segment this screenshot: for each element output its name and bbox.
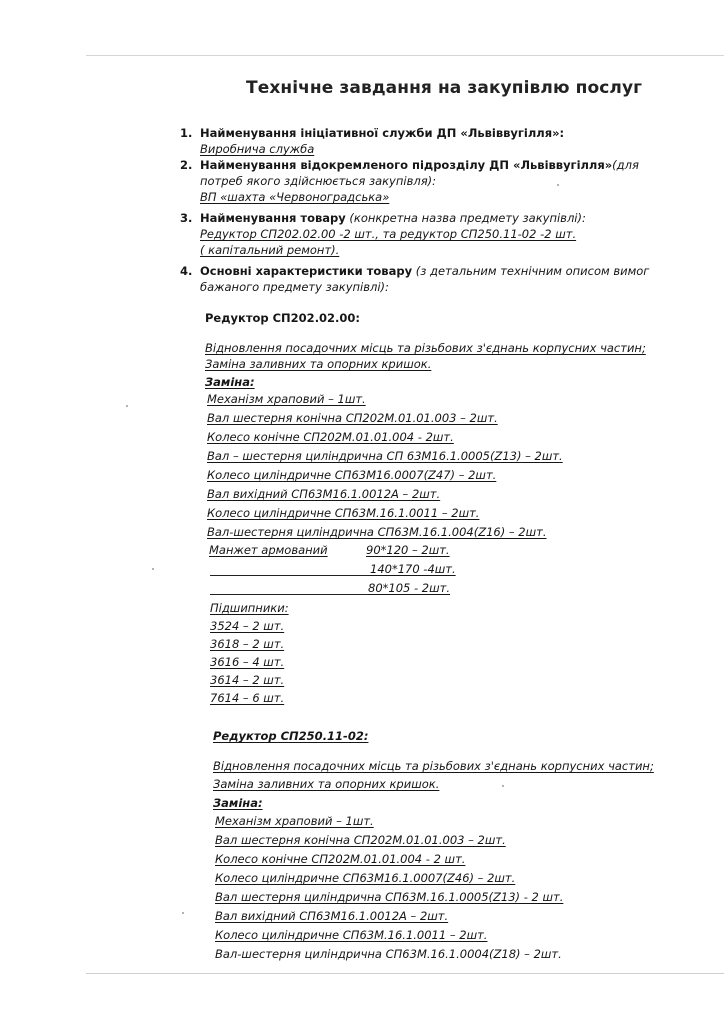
reducer-1-part: Механізм храповий – 1шт. xyxy=(207,392,366,406)
reducer-1-work: Відновлення посадочних місць та різьбових з'єднань корпусних частин; xyxy=(205,341,646,355)
reducer-2-work: Заміна заливних та опорних кришок. xyxy=(213,777,440,791)
item-heading: Найменування товару xyxy=(200,211,346,225)
scan-speck xyxy=(502,785,504,787)
cuff-size: 90*120 – 2шт. xyxy=(366,543,450,557)
reducer-2-title: Редуктор СП250.11-02: xyxy=(213,729,369,743)
reducer-1-part: Вал – шестерня циліндрична СП 63М16.1.0005(Z13) – 2шт. xyxy=(207,449,563,463)
reducer-2-work: Відновлення посадочних місць та різьбових з'єднань корпусних частин; xyxy=(213,759,654,773)
item-number: 3. xyxy=(180,211,193,225)
reducer-2-part: Вал-шестерня циліндрична СП63М.16.1.0004(Z18) – 2шт. xyxy=(215,947,562,961)
item-note-continued: потреб якого здійснюється закупівля): xyxy=(200,174,436,188)
cuff-blank-line xyxy=(210,575,370,576)
cuff-label: Манжет армований xyxy=(209,543,328,557)
cuff-blank-line xyxy=(210,594,368,595)
item-number: 1. xyxy=(180,126,193,140)
bearing-item: 7614 – 6 шт. xyxy=(210,691,285,705)
item-2 xyxy=(180,158,639,173)
scan-speck xyxy=(152,568,154,570)
reducer-1-work: Заміна заливних та опорних кришок. xyxy=(205,357,432,371)
item-value: ВП «шахта «Червоноградська» xyxy=(200,190,390,204)
reducer-1-replacement-label: Заміна: xyxy=(205,375,255,389)
cuff-size: 140*170 -4шт. xyxy=(370,562,456,576)
item-note: (конкретна назва предмету закупівлі): xyxy=(345,211,586,225)
reducer-2-part: Вал шестерня конічна СП202М.01.01.003 – 2шт. xyxy=(215,833,506,847)
bearings-label: Підшипники: xyxy=(210,601,289,615)
item-1 xyxy=(180,126,564,141)
reducer-1-part: Колесо конічне СП202М.01.01.004 - 2шт. xyxy=(207,430,454,444)
document-title: Технічне завдання на закупівлю послуг xyxy=(246,78,643,98)
item-3 xyxy=(180,211,586,226)
reducer-2-part: Колесо конічне СП202М.01.01.004 - 2 шт. xyxy=(215,852,466,866)
item-value: Виробнича служба xyxy=(200,142,315,156)
item-heading: Найменування ініціативної служби ДП «Львіввугілля»: xyxy=(200,126,565,140)
item-heading: Найменування відокремленого підрозділу ДП «Львіввугілля» xyxy=(200,158,613,172)
item-4 xyxy=(180,264,649,279)
cuff-size: 80*105 - 2шт. xyxy=(368,581,450,595)
item-note: (для xyxy=(612,158,639,172)
reducer-2-part: Вал вихідний СП63М16.1.0012А – 2шт. xyxy=(215,909,449,923)
item-number: 2. xyxy=(180,158,193,172)
reducer-1-title: Редуктор СП202.02.00: xyxy=(205,311,361,325)
reducer-2-part: Колесо циліндричне СП63М.16.1.0011 – 2шт. xyxy=(215,928,488,942)
bearing-item: 3614 – 2 шт. xyxy=(210,673,285,687)
bearing-item: 3524 – 2 шт. xyxy=(210,619,285,633)
item-heading: Основні характеристики товару xyxy=(200,264,413,278)
reducer-1-part: Колесо циліндричне СП63М16.0007(Z47) – 2шт. xyxy=(207,468,497,482)
reducer-1-part: Вал шестерня конічна СП202М.01.01.003 – 2шт. xyxy=(207,411,498,425)
bearing-item: 3618 – 2 шт. xyxy=(210,637,285,651)
reducer-2-part: Вал шестерня циліндрична СП63М.16.1.0005(Z13) - 2 шт. xyxy=(215,890,564,904)
reducer-1-part: Вал-шестерня циліндрична СП63М.16.1.004(Z16) – 2шт. xyxy=(207,525,547,539)
bearing-item: 3616 – 4 шт. xyxy=(210,655,285,669)
reducer-2-replacement-label: Заміна: xyxy=(213,796,263,810)
reducer-1-part: Вал вихідний СП63М16.1.0012А – 2шт. xyxy=(207,487,441,501)
item-value: Редуктор СП202.02.00 -2 шт., та редуктор СП250.11-02 -2 шт. xyxy=(200,227,577,241)
scan-speck xyxy=(557,184,559,186)
item-note-continued: бажаного предмету закупівлі): xyxy=(200,280,389,294)
reducer-1-part: Колесо циліндричне СП63М.16.1.0011 – 2шт. xyxy=(207,506,480,520)
item-number: 4. xyxy=(180,264,193,278)
reducer-2-part: Механізм храповий – 1шт. xyxy=(215,814,374,828)
item-note: (з детальним технічним описом вимог xyxy=(412,264,650,278)
scan-speck xyxy=(126,405,128,407)
scan-speck xyxy=(182,912,184,914)
item-value: ( капітальний ремонт). xyxy=(200,243,340,257)
reducer-2-part: Колесо циліндричне СП63М16.1.0007(Z46) – 2шт. xyxy=(215,871,516,885)
